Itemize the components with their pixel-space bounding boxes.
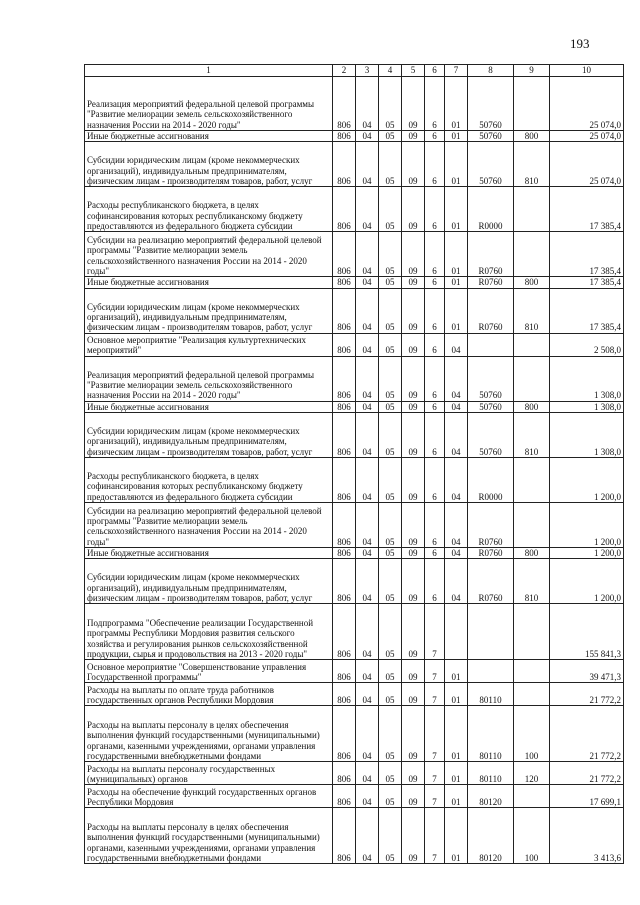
header-cell: 2 bbox=[333, 65, 356, 77]
subsection-code-cell: 05 bbox=[379, 503, 402, 548]
activity-code-cell: 01 bbox=[445, 785, 468, 808]
amount-cell: 155 841,3 bbox=[550, 604, 624, 660]
subprogram-code-cell: 7 bbox=[425, 762, 445, 785]
subsection-code-cell: 05 bbox=[379, 232, 402, 277]
target-article-code-cell: 80110 bbox=[468, 683, 514, 706]
subsection-code-cell: 05 bbox=[379, 660, 402, 683]
activity-code-cell: 01 bbox=[445, 683, 468, 706]
activity-code-cell: 01 bbox=[445, 187, 468, 232]
section-code-cell: 04 bbox=[356, 503, 379, 548]
program-code-cell: 09 bbox=[402, 413, 425, 458]
table-row bbox=[85, 232, 624, 277]
subsection-code-cell: 05 bbox=[379, 288, 402, 333]
amount-cell: 1 200,0 bbox=[550, 559, 624, 604]
header-cell: 4 bbox=[379, 65, 402, 77]
row-description-cell: Иные бюджетные ассигнования bbox=[85, 131, 333, 142]
row-description-cell: Субсидии на реализацию мероприятий федеральной целевой программы "Развитие мелиорации земель сельскохозяйственного назначения России на 2014 - 2020 годы" bbox=[85, 503, 333, 548]
subsection-code-cell: 05 bbox=[379, 458, 402, 503]
target-article-code-cell: 80120 bbox=[468, 808, 514, 864]
target-article-code-cell: R0760 bbox=[468, 232, 514, 277]
ministry-code-cell: 806 bbox=[333, 288, 356, 333]
table-row bbox=[85, 548, 624, 559]
activity-code-cell: 01 bbox=[445, 660, 468, 683]
table-row bbox=[85, 413, 624, 458]
row-description-cell: Субсидии на реализацию мероприятий федеральной целевой программы "Развитие мелиорации земель сельскохозяйственного назначения России на 2014 - 2020 годы" bbox=[85, 232, 333, 277]
ministry-code-cell: 806 bbox=[333, 683, 356, 706]
subprogram-code-cell: 6 bbox=[425, 333, 445, 356]
program-code-cell: 09 bbox=[402, 77, 425, 131]
subprogram-code-cell: 7 bbox=[425, 683, 445, 706]
subprogram-code-cell: 6 bbox=[425, 277, 445, 288]
amount-cell: 1 308,0 bbox=[550, 401, 624, 412]
section-code-cell: 04 bbox=[356, 333, 379, 356]
target-article-code-cell: R0000 bbox=[468, 187, 514, 232]
subprogram-code-cell: 6 bbox=[425, 413, 445, 458]
ministry-code-cell: 806 bbox=[333, 142, 356, 187]
expense-type-code-cell: 800 bbox=[514, 277, 550, 288]
amount-cell: 25 074,0 bbox=[550, 142, 624, 187]
amount-cell: 1 200,0 bbox=[550, 503, 624, 548]
row-description-cell: Субсидии юридическим лицам (кроме некоммерческих организаций), индивидуальным предпринимателям, физическим лицам - производителям товаров, работ, услуг bbox=[85, 559, 333, 604]
subsection-code-cell: 05 bbox=[379, 604, 402, 660]
ministry-code-cell: 806 bbox=[333, 785, 356, 808]
ministry-code-cell: 806 bbox=[333, 333, 356, 356]
target-article-code-cell: R0760 bbox=[468, 559, 514, 604]
section-code-cell: 04 bbox=[356, 77, 379, 131]
subprogram-code-cell: 6 bbox=[425, 559, 445, 604]
subprogram-code-cell: 7 bbox=[425, 660, 445, 683]
table-row bbox=[85, 706, 624, 762]
ministry-code-cell: 806 bbox=[333, 356, 356, 401]
section-code-cell: 04 bbox=[356, 559, 379, 604]
amount-cell: 1 308,0 bbox=[550, 356, 624, 401]
section-code-cell: 04 bbox=[356, 660, 379, 683]
program-code-cell: 09 bbox=[402, 503, 425, 548]
target-article-code-cell: R0760 bbox=[468, 503, 514, 548]
subprogram-code-cell: 6 bbox=[425, 401, 445, 412]
target-article-code-cell bbox=[468, 333, 514, 356]
table-row bbox=[85, 762, 624, 785]
page-number: 193 bbox=[570, 36, 590, 51]
expense-type-code-cell bbox=[514, 604, 550, 660]
subsection-code-cell: 05 bbox=[379, 762, 402, 785]
expense-type-code-cell: 120 bbox=[514, 762, 550, 785]
amount-cell: 21 772,2 bbox=[550, 683, 624, 706]
activity-code-cell: 04 bbox=[445, 413, 468, 458]
subprogram-code-cell: 7 bbox=[425, 785, 445, 808]
row-description-cell: Расходы республиканского бюджета, в целях софинансирования которых республиканскому бюджету предоставляются из федерального бюджета субсидии bbox=[85, 458, 333, 503]
table-row bbox=[85, 785, 624, 808]
target-article-code-cell: R0760 bbox=[468, 548, 514, 559]
activity-code-cell: 04 bbox=[445, 548, 468, 559]
expense-type-code-cell bbox=[514, 660, 550, 683]
row-description-cell: Иные бюджетные ассигнования bbox=[85, 548, 333, 559]
ministry-code-cell: 806 bbox=[333, 548, 356, 559]
header-cell: 7 bbox=[445, 65, 468, 77]
section-code-cell: 04 bbox=[356, 413, 379, 458]
expense-type-code-cell bbox=[514, 333, 550, 356]
amount-cell: 17 385,4 bbox=[550, 277, 624, 288]
amount-cell: 1 200,0 bbox=[550, 458, 624, 503]
target-article-code-cell: 50760 bbox=[468, 77, 514, 131]
ministry-code-cell: 806 bbox=[333, 77, 356, 131]
table-row bbox=[85, 660, 624, 683]
subsection-code-cell: 05 bbox=[379, 356, 402, 401]
section-code-cell: 04 bbox=[356, 288, 379, 333]
subprogram-code-cell: 6 bbox=[425, 142, 445, 187]
program-code-cell: 09 bbox=[402, 604, 425, 660]
row-description-cell: Расходы республиканского бюджета, в целях софинансирования которых республиканскому бюджету предоставляются из федерального бюджета субсидии bbox=[85, 187, 333, 232]
row-description-cell: Иные бюджетные ассигнования bbox=[85, 277, 333, 288]
program-code-cell: 09 bbox=[402, 142, 425, 187]
expense-type-code-cell bbox=[514, 683, 550, 706]
target-article-code-cell: 80110 bbox=[468, 706, 514, 762]
target-article-code-cell bbox=[468, 604, 514, 660]
program-code-cell: 09 bbox=[402, 277, 425, 288]
amount-cell: 21 772,2 bbox=[550, 706, 624, 762]
section-code-cell: 04 bbox=[356, 762, 379, 785]
table-row bbox=[85, 503, 624, 548]
amount-cell: 17 385,4 bbox=[550, 232, 624, 277]
subprogram-code-cell: 6 bbox=[425, 288, 445, 333]
program-code-cell: 09 bbox=[402, 232, 425, 277]
target-article-code-cell: 50760 bbox=[468, 142, 514, 187]
ministry-code-cell: 806 bbox=[333, 232, 356, 277]
row-description-cell: Расходы на выплаты по оплате труда работников государственных органов Республики Мордовия bbox=[85, 683, 333, 706]
expense-type-code-cell bbox=[514, 187, 550, 232]
row-description-cell: Расходы на выплаты персоналу в целях обеспечения выполнения функций государственными (муниципальными) органами, казенными учреждениями, органами управления государственными внебюджетными фондами bbox=[85, 706, 333, 762]
section-code-cell: 04 bbox=[356, 131, 379, 142]
section-code-cell: 04 bbox=[356, 785, 379, 808]
table-row bbox=[85, 356, 624, 401]
header-cell: 6 bbox=[425, 65, 445, 77]
subsection-code-cell: 05 bbox=[379, 706, 402, 762]
amount-cell: 2 508,0 bbox=[550, 333, 624, 356]
expense-type-code-cell: 810 bbox=[514, 288, 550, 333]
ministry-code-cell: 806 bbox=[333, 131, 356, 142]
section-code-cell: 04 bbox=[356, 458, 379, 503]
activity-code-cell: 01 bbox=[445, 288, 468, 333]
program-code-cell: 09 bbox=[402, 660, 425, 683]
target-article-code-cell bbox=[468, 660, 514, 683]
header-cell: 9 bbox=[514, 65, 550, 77]
expense-type-code-cell bbox=[514, 785, 550, 808]
subsection-code-cell: 05 bbox=[379, 413, 402, 458]
program-code-cell: 09 bbox=[402, 187, 425, 232]
section-code-cell: 04 bbox=[356, 706, 379, 762]
expense-type-code-cell: 810 bbox=[514, 413, 550, 458]
expense-type-code-cell bbox=[514, 356, 550, 401]
expense-type-code-cell: 800 bbox=[514, 548, 550, 559]
activity-code-cell: 04 bbox=[445, 356, 468, 401]
subprogram-code-cell: 6 bbox=[425, 131, 445, 142]
activity-code-cell: 04 bbox=[445, 333, 468, 356]
ministry-code-cell: 806 bbox=[333, 660, 356, 683]
subprogram-code-cell: 7 bbox=[425, 706, 445, 762]
expense-type-code-cell: 100 bbox=[514, 808, 550, 864]
expense-type-code-cell: 800 bbox=[514, 131, 550, 142]
program-code-cell: 09 bbox=[402, 458, 425, 503]
target-article-code-cell: 50760 bbox=[468, 401, 514, 412]
ministry-code-cell: 806 bbox=[333, 458, 356, 503]
ministry-code-cell: 806 bbox=[333, 187, 356, 232]
subprogram-code-cell: 6 bbox=[425, 548, 445, 559]
expense-type-code-cell: 810 bbox=[514, 142, 550, 187]
section-code-cell: 04 bbox=[356, 142, 379, 187]
section-code-cell: 04 bbox=[356, 808, 379, 864]
subprogram-code-cell: 6 bbox=[425, 356, 445, 401]
target-article-code-cell: R0000 bbox=[468, 458, 514, 503]
activity-code-cell: 01 bbox=[445, 762, 468, 785]
program-code-cell: 09 bbox=[402, 548, 425, 559]
program-code-cell: 09 bbox=[402, 762, 425, 785]
program-code-cell: 09 bbox=[402, 785, 425, 808]
amount-cell: 1 308,0 bbox=[550, 413, 624, 458]
activity-code-cell: 04 bbox=[445, 401, 468, 412]
table-row bbox=[85, 604, 624, 660]
expense-type-code-cell: 800 bbox=[514, 401, 550, 412]
subprogram-code-cell: 7 bbox=[425, 604, 445, 660]
subsection-code-cell: 05 bbox=[379, 808, 402, 864]
subsection-code-cell: 05 bbox=[379, 333, 402, 356]
header-cell: 5 bbox=[402, 65, 425, 77]
table-row bbox=[85, 401, 624, 412]
program-code-cell: 09 bbox=[402, 131, 425, 142]
program-code-cell: 09 bbox=[402, 683, 425, 706]
header-cell: 10 bbox=[550, 65, 624, 77]
activity-code-cell: 04 bbox=[445, 503, 468, 548]
expense-type-code-cell: 100 bbox=[514, 706, 550, 762]
subsection-code-cell: 05 bbox=[379, 187, 402, 232]
table-row bbox=[85, 142, 624, 187]
row-description-cell: Основное мероприятие "Совершенствование управления Государственной программы" bbox=[85, 660, 333, 683]
table-row bbox=[85, 277, 624, 288]
row-description-cell: Основное мероприятие "Реализация культуртехнических мероприятий" bbox=[85, 333, 333, 356]
subsection-code-cell: 05 bbox=[379, 548, 402, 559]
ministry-code-cell: 806 bbox=[333, 413, 356, 458]
program-code-cell: 09 bbox=[402, 356, 425, 401]
subsection-code-cell: 05 bbox=[379, 785, 402, 808]
ministry-code-cell: 806 bbox=[333, 503, 356, 548]
row-description-cell: Субсидии юридическим лицам (кроме некоммерческих организаций), индивидуальным предпринимателям, физическим лицам - производителям товаров, работ, услуг bbox=[85, 142, 333, 187]
table-row bbox=[85, 77, 624, 131]
amount-cell: 1 200,0 bbox=[550, 548, 624, 559]
row-description-cell: Расходы на выплаты персоналу государственных (муниципальных) органов bbox=[85, 762, 333, 785]
program-code-cell: 09 bbox=[402, 288, 425, 333]
table-row bbox=[85, 131, 624, 142]
ministry-code-cell: 806 bbox=[333, 559, 356, 604]
subprogram-code-cell: 6 bbox=[425, 503, 445, 548]
row-description-cell: Реализация мероприятий федеральной целевой программы "Развитие мелиорации земель сельскохозяйственного назначения России на 2014 - 2020 годы" bbox=[85, 77, 333, 131]
table-row bbox=[85, 559, 624, 604]
program-code-cell: 09 bbox=[402, 401, 425, 412]
subsection-code-cell: 05 bbox=[379, 277, 402, 288]
target-article-code-cell: 50760 bbox=[468, 131, 514, 142]
table-row bbox=[85, 458, 624, 503]
header-row bbox=[85, 65, 624, 77]
row-description-cell: Расходы на обеспечение функций государственных органов Республики Мордовия bbox=[85, 785, 333, 808]
target-article-code-cell: 50760 bbox=[468, 413, 514, 458]
budget-table bbox=[84, 64, 624, 864]
ministry-code-cell: 806 bbox=[333, 604, 356, 660]
header-cell: 1 bbox=[85, 65, 333, 77]
amount-cell: 17 385,4 bbox=[550, 288, 624, 333]
ministry-code-cell: 806 bbox=[333, 277, 356, 288]
table-row bbox=[85, 808, 624, 864]
activity-code-cell: 01 bbox=[445, 706, 468, 762]
ministry-code-cell: 806 bbox=[333, 401, 356, 412]
target-article-code-cell: 80110 bbox=[468, 762, 514, 785]
header-cell: 8 bbox=[468, 65, 514, 77]
row-description-cell: Субсидии юридическим лицам (кроме некоммерческих организаций), индивидуальным предпринимателям, физическим лицам - производителям товаров, работ, услуг bbox=[85, 413, 333, 458]
activity-code-cell: 01 bbox=[445, 808, 468, 864]
activity-code-cell: 01 bbox=[445, 77, 468, 131]
section-code-cell: 04 bbox=[356, 356, 379, 401]
header-cell: 3 bbox=[356, 65, 379, 77]
subprogram-code-cell: 6 bbox=[425, 458, 445, 503]
row-description-cell: Реализация мероприятий федеральной целевой программы "Развитие мелиорации земель сельскохозяйственного назначения России на 2014 - 2020 годы" bbox=[85, 356, 333, 401]
subsection-code-cell: 05 bbox=[379, 559, 402, 604]
expense-type-code-cell: 810 bbox=[514, 559, 550, 604]
program-code-cell: 09 bbox=[402, 706, 425, 762]
subprogram-code-cell: 6 bbox=[425, 232, 445, 277]
row-description-cell: Иные бюджетные ассигнования bbox=[85, 401, 333, 412]
expense-type-code-cell bbox=[514, 503, 550, 548]
amount-cell: 3 413,6 bbox=[550, 808, 624, 864]
section-code-cell: 04 bbox=[356, 604, 379, 660]
expense-type-code-cell bbox=[514, 232, 550, 277]
ministry-code-cell: 806 bbox=[333, 762, 356, 785]
activity-code-cell bbox=[445, 604, 468, 660]
expense-type-code-cell bbox=[514, 77, 550, 131]
subsection-code-cell: 05 bbox=[379, 683, 402, 706]
program-code-cell: 09 bbox=[402, 333, 425, 356]
subsection-code-cell: 05 bbox=[379, 401, 402, 412]
section-code-cell: 04 bbox=[356, 548, 379, 559]
table-row bbox=[85, 683, 624, 706]
activity-code-cell: 01 bbox=[445, 131, 468, 142]
amount-cell: 17 385,4 bbox=[550, 187, 624, 232]
target-article-code-cell: R0760 bbox=[468, 288, 514, 333]
row-description-cell: Подпрограмма "Обеспечение реализации Государственной программы Республики Мордовия развития сельского хозяйства и регулирования рынков сельскохозяйственной продукции, сырья и продовольствия на 2013 - 2020 годы" bbox=[85, 604, 333, 660]
subprogram-code-cell: 7 bbox=[425, 808, 445, 864]
amount-cell: 25 074,0 bbox=[550, 77, 624, 131]
amount-cell: 39 471,3 bbox=[550, 660, 624, 683]
table-row bbox=[85, 187, 624, 232]
section-code-cell: 04 bbox=[356, 187, 379, 232]
expense-type-code-cell bbox=[514, 458, 550, 503]
row-description-cell: Субсидии юридическим лицам (кроме некоммерческих организаций), индивидуальным предпринимателям, физическим лицам - производителям товаров, работ, услуг bbox=[85, 288, 333, 333]
target-article-code-cell: R0760 bbox=[468, 277, 514, 288]
activity-code-cell: 04 bbox=[445, 458, 468, 503]
row-description-cell: Расходы на выплаты персоналу в целях обеспечения выполнения функций государственными (муниципальными) органами, казенными учреждениями, органами управления государственными внебюджетными фондами bbox=[85, 808, 333, 864]
table-row bbox=[85, 333, 624, 356]
section-code-cell: 04 bbox=[356, 683, 379, 706]
subsection-code-cell: 05 bbox=[379, 142, 402, 187]
amount-cell: 21 772,2 bbox=[550, 762, 624, 785]
activity-code-cell: 01 bbox=[445, 277, 468, 288]
amount-cell: 17 699,1 bbox=[550, 785, 624, 808]
program-code-cell: 09 bbox=[402, 559, 425, 604]
target-article-code-cell: 80120 bbox=[468, 785, 514, 808]
subsection-code-cell: 05 bbox=[379, 131, 402, 142]
section-code-cell: 04 bbox=[356, 401, 379, 412]
program-code-cell: 09 bbox=[402, 808, 425, 864]
subsection-code-cell: 05 bbox=[379, 77, 402, 131]
activity-code-cell: 01 bbox=[445, 142, 468, 187]
subprogram-code-cell: 6 bbox=[425, 187, 445, 232]
ministry-code-cell: 806 bbox=[333, 706, 356, 762]
section-code-cell: 04 bbox=[356, 232, 379, 277]
activity-code-cell: 04 bbox=[445, 559, 468, 604]
activity-code-cell: 01 bbox=[445, 232, 468, 277]
section-code-cell: 04 bbox=[356, 277, 379, 288]
subprogram-code-cell: 6 bbox=[425, 77, 445, 131]
target-article-code-cell: 50760 bbox=[468, 356, 514, 401]
ministry-code-cell: 806 bbox=[333, 808, 356, 864]
table-row bbox=[85, 288, 624, 333]
amount-cell: 25 074,0 bbox=[550, 131, 624, 142]
